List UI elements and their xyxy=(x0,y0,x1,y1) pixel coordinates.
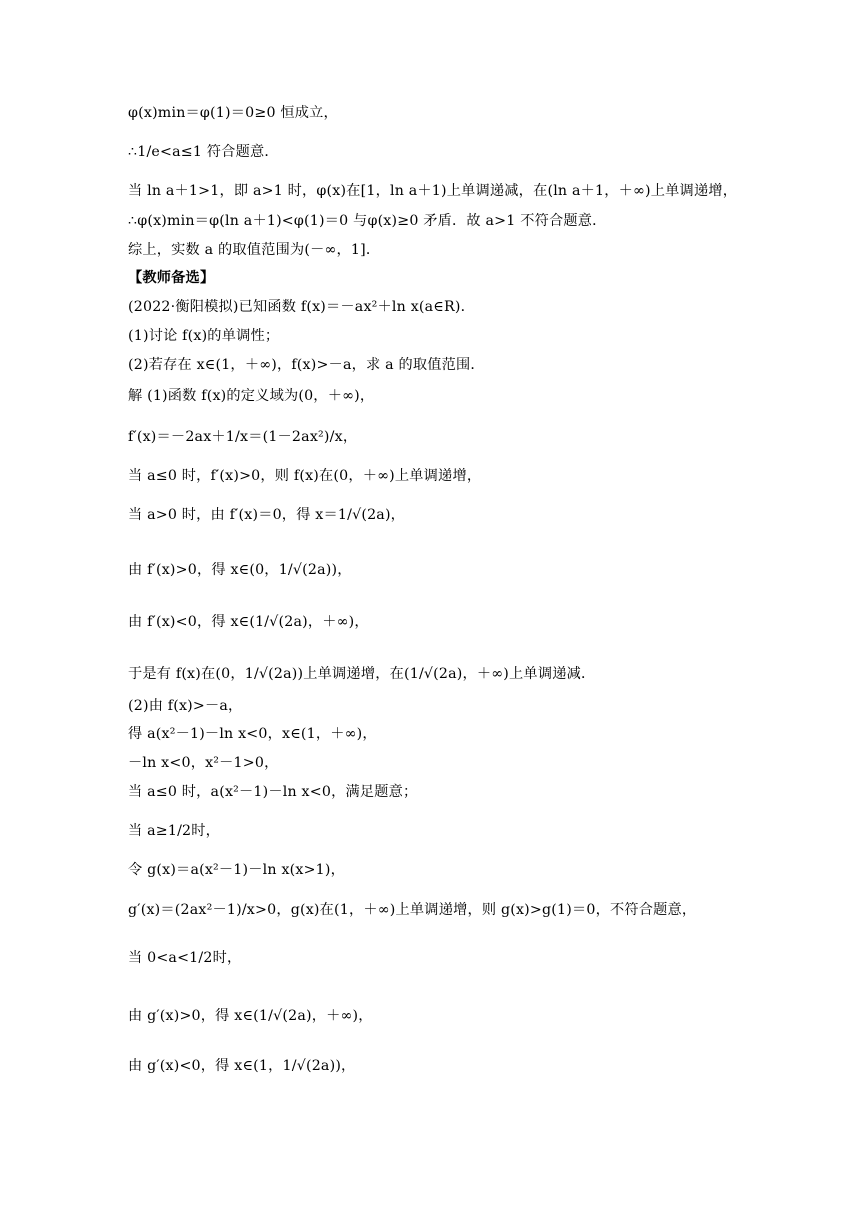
formula-line: 由 f′(x)>0，得 x∈(0，1/√(2a))， xyxy=(128,562,352,578)
text-line: 令 g(x)＝a(x²－1)－ln x(x>1)， xyxy=(128,862,346,878)
formula-line: 由 g′(x)>0，得 x∈(1/√(2a)，＋∞)， xyxy=(128,1008,373,1024)
text-line: 得 a(x²－1)－ln x<0，x∈(1，＋∞)， xyxy=(128,726,377,742)
formula-line: 由 g′(x)<0，得 x∈(1，1/√(2a))， xyxy=(128,1058,356,1074)
formula-line: 当 a>0 时，由 f′(x)＝0，得 x＝1/√(2a)， xyxy=(128,507,406,523)
formula-line: 于是有 f(x)在(0，1/√(2a))上单调递增，在(1/√(2a)，＋∞)上单调递减． xyxy=(128,666,596,682)
section-heading: 【教师备选】 xyxy=(128,270,215,286)
formula-line: 由 f′(x)<0，得 x∈(1/√(2a)，＋∞)， xyxy=(128,614,369,630)
text-line: (1)讨论 f(x)的单调性； xyxy=(128,328,280,344)
formula-line: f′(x)＝－2ax＋1/x＝(1－2ax²)/x， xyxy=(128,429,358,445)
formula-line: 当 0<a<1/2时， xyxy=(128,950,242,966)
text-line: (2)若存在 x∈(1，＋∞)，f(x)>－a，求 a 的取值范围． xyxy=(128,357,485,373)
text-line: －ln x<0，x²－1>0， xyxy=(128,755,279,771)
text-line: ∴φ(x)min＝φ(ln a＋1)<φ(1)＝0 与φ(x)≥0 矛盾．故 a>1 不符合题意． xyxy=(128,213,607,229)
text-line: (2)由 f(x)>－a， xyxy=(128,698,243,714)
text-line: 解 (1)函数 f(x)的定义域为(0，＋∞)， xyxy=(128,388,375,404)
text-line: 综上，实数 a 的取值范围为(－∞，1]． xyxy=(128,242,381,258)
text-line: 当 ln a＋1>1，即 a>1 时，φ(x)在[1，ln a＋1)上单调递减，在(ln a＋1，＋∞)上单调递增， xyxy=(128,183,738,199)
text-line: 当 a≤0 时，a(x²－1)－ln x<0，满足题意； xyxy=(128,784,418,800)
formula-line: g′(x)＝(2ax²－1)/x>0，g(x)在(1，＋∞)上单调递增，则 g(x)>g(1)＝0，不符合题意， xyxy=(128,902,697,918)
formula-line: 当 a≥1/2时， xyxy=(128,823,221,839)
text-line: 当 a≤0 时，f′(x)>0，则 f(x)在(0，＋∞)上单调递增， xyxy=(128,468,482,484)
text-line: ∴1/e<a≤1 符合题意． xyxy=(128,144,279,160)
text-line: φ(x)min＝φ(1)＝0≥0 恒成立， xyxy=(128,105,338,121)
text-line: (2022·衡阳模拟)已知函数 f(x)＝－ax²＋ln x(a∈R)． xyxy=(128,299,476,315)
